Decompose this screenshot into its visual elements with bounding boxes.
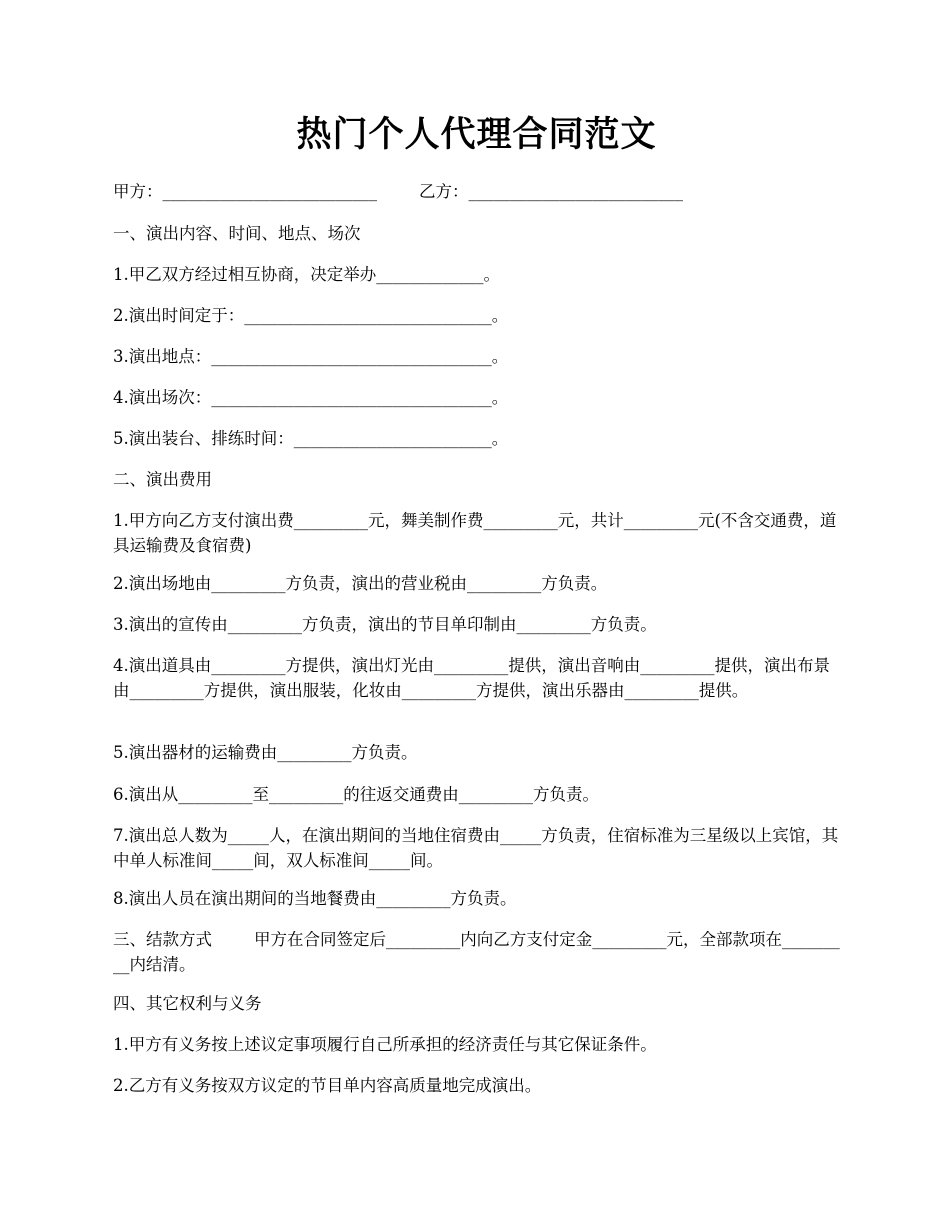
document-title: 热门个人代理合同范文 bbox=[296, 114, 657, 155]
clause-1-4: 4.演出场次：__________________________________。 bbox=[113, 388, 509, 407]
clause-1-1: 1.甲乙双方经过相互协商，决定举办_____________。 bbox=[113, 265, 500, 284]
clause-2-7: 7.演出总人数为_____人，在演出期间的当地住宿费由_____方负责，住宿标准为三星级以上宾馆，其中单人标准间_____间，双人标准间_____间。 bbox=[113, 826, 839, 870]
clause-2-4: 4.演出道具由_________方提供，演出灯光由_________提供，演出音响由_________提供，演出布景由_________方提供，演出服装，化妆由_________方提供，演出乐器由_________提供。 bbox=[113, 656, 830, 700]
clause-2-8: 8.演出人员在演出期间的当地餐费由_________方负责。 bbox=[113, 889, 517, 908]
clause-1-3: 3.演出地点：__________________________________。 bbox=[113, 347, 509, 366]
section-heading-4: 四、其它权利与义务 bbox=[113, 994, 262, 1013]
section-heading-2: 二、演出费用 bbox=[113, 470, 212, 489]
clause-2-6: 6.演出从_________至_________的往返交通费由_________方负责。 bbox=[113, 785, 599, 804]
section-heading-1: 一、演出内容、时间、地点、场次 bbox=[113, 224, 361, 243]
parties-line: 甲方：__________________________ 乙方：__________________________ bbox=[113, 182, 683, 201]
clause-1-5: 5.演出装台、排练时间：________________________。 bbox=[113, 429, 509, 448]
clause-2-1: 1.甲方向乙方支付演出费_________元，舞美制作费_________元，共计_________元(不含交通费，道具运输费及食宿费) bbox=[113, 511, 837, 555]
clause-2-5: 5.演出器材的运输费由_________方负责。 bbox=[113, 743, 418, 762]
clause-1-2: 2.演出时间定于：______________________________。 bbox=[113, 306, 509, 325]
section-heading-3: 三、结款方式 甲方在合同签定后_________内向乙方支付定金_________元，全部款项在_________内结清。 bbox=[113, 930, 840, 974]
clause-4-2: 2.乙方有义务按双方议定的节目单内容高质量地完成演出。 bbox=[113, 1076, 542, 1095]
clause-2-2: 2.演出场地由_________方负责，演出的营业税由_________方负责。 bbox=[113, 574, 608, 593]
clause-2-3: 3.演出的宣传由_________方负责，演出的节目单印制由_________方负责。 bbox=[113, 615, 657, 634]
clause-4-1: 1.甲方有义务按上述议定事项履行自己所承担的经济责任与其它保证条件。 bbox=[113, 1035, 657, 1054]
